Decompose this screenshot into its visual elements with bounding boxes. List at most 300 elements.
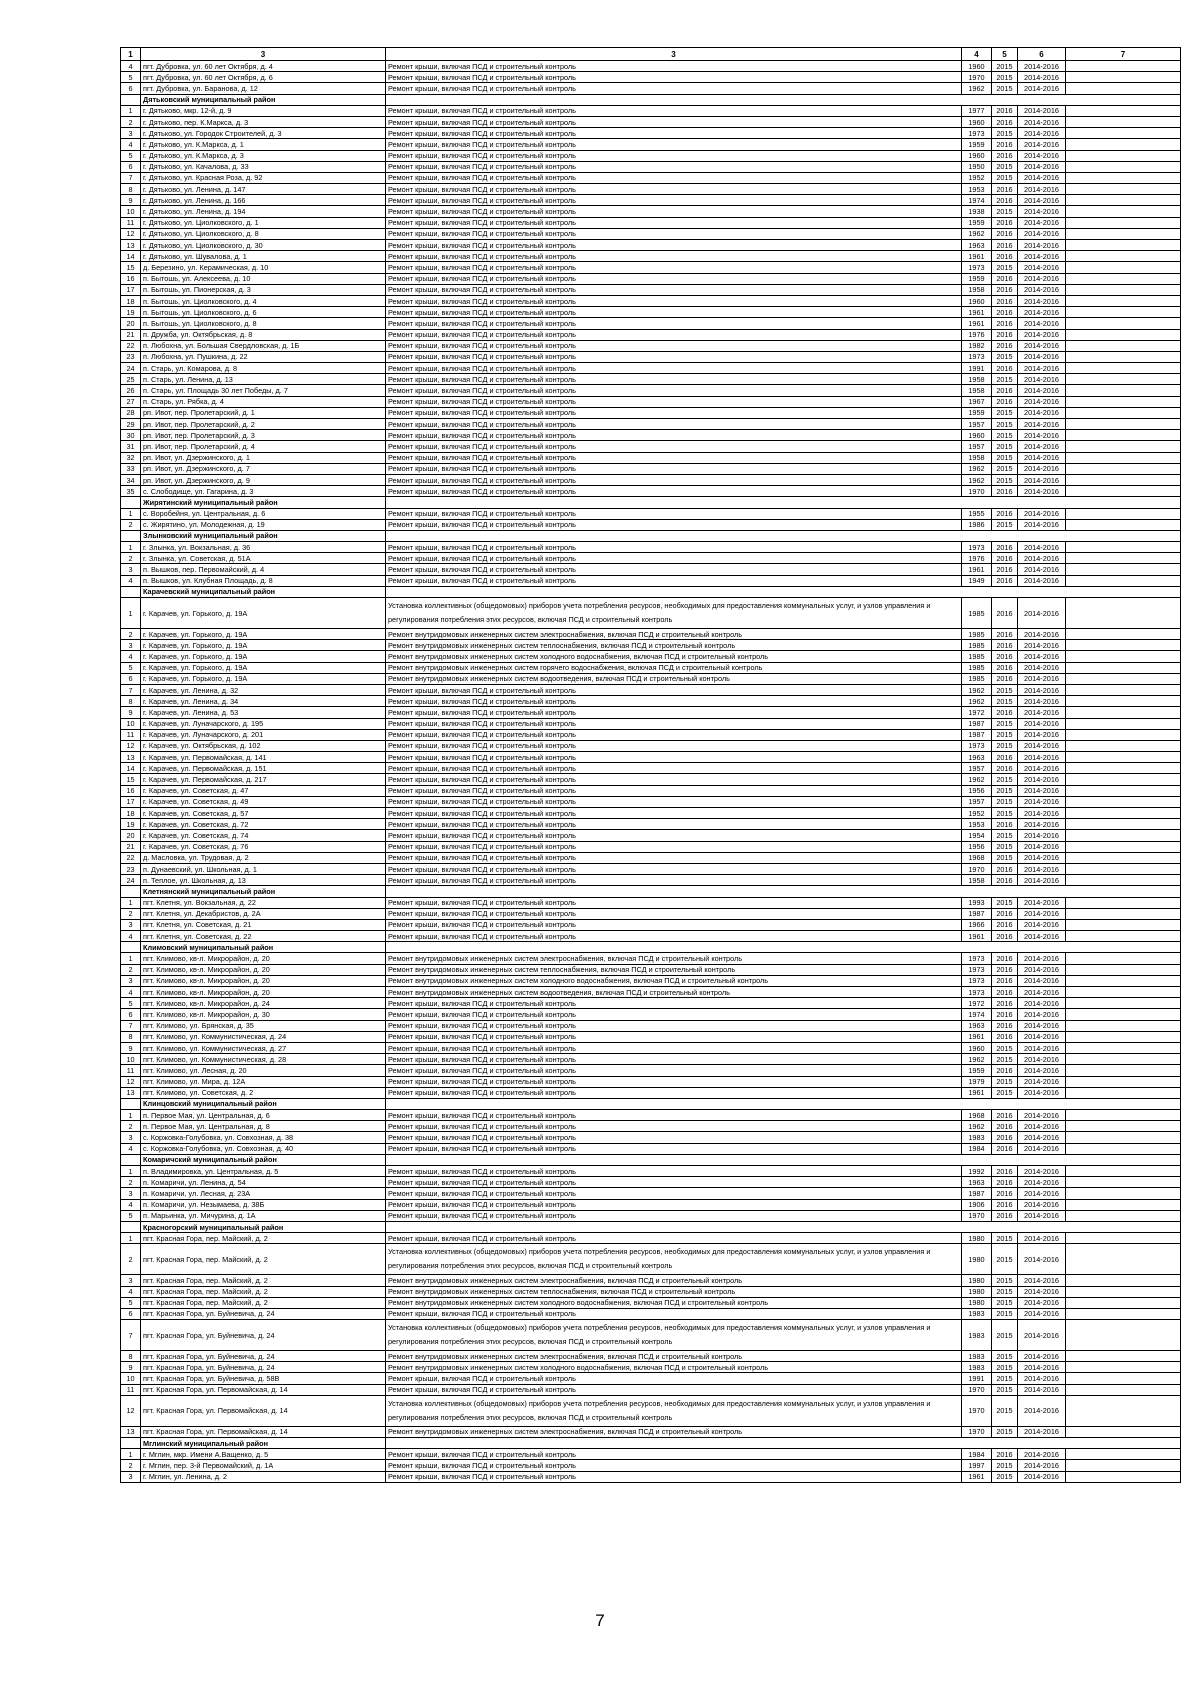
repair-year-cell: 2016 — [992, 217, 1018, 228]
district-empty-cell — [121, 1098, 141, 1109]
build-year-cell: 1984 — [962, 1143, 992, 1154]
col7-empty-cell — [1066, 385, 1181, 396]
row-number: 2 — [121, 1244, 141, 1275]
row-number: 18 — [121, 295, 141, 306]
col7-empty-cell — [1066, 83, 1181, 94]
row-number: 22 — [121, 340, 141, 351]
col7-empty-cell — [1066, 1031, 1181, 1042]
period-cell: 2014-2016 — [1018, 774, 1066, 785]
col7-empty-cell — [1066, 1395, 1181, 1426]
work-type-cell: Ремонт крыши, включая ПСД и строительный контроль — [386, 139, 962, 150]
row-number: 6 — [121, 83, 141, 94]
row-number: 4 — [121, 1199, 141, 1210]
build-year-cell: 1973 — [962, 740, 992, 751]
col7-empty-cell — [1066, 752, 1181, 763]
build-year-cell: 1956 — [962, 841, 992, 852]
build-year-cell: 1958 — [962, 284, 992, 295]
build-year-cell: 1983 — [962, 1351, 992, 1362]
col7-empty-cell — [1066, 240, 1181, 251]
repair-year-cell: 2016 — [992, 1121, 1018, 1132]
build-year-cell: 1959 — [962, 1065, 992, 1076]
address-cell: г. Карачев, ул. Луначарского, д. 201 — [141, 729, 386, 740]
repair-year-cell: 2016 — [992, 1132, 1018, 1143]
repair-year-cell: 2016 — [992, 1020, 1018, 1031]
period-cell: 2014-2016 — [1018, 1188, 1066, 1199]
period-cell: 2014-2016 — [1018, 964, 1066, 975]
work-type-cell: Ремонт крыши, включая ПСД и строительный контроль — [386, 519, 962, 530]
col7-empty-cell — [1066, 340, 1181, 351]
address-cell: п. Старь, ул. Ленина, д. 13 — [141, 374, 386, 385]
row-number: 4 — [121, 987, 141, 998]
row-number: 25 — [121, 374, 141, 385]
row-number: 19 — [121, 819, 141, 830]
work-type-cell: Ремонт крыши, включая ПСД и строительный контроль — [386, 841, 962, 852]
repair-year-cell: 2015 — [992, 718, 1018, 729]
work-type-cell: Ремонт крыши, включая ПСД и строительный контроль — [386, 217, 962, 228]
address-cell: п. Бытошь, ул. Алексеева, д. 10 — [141, 273, 386, 284]
table-row — [121, 1362, 1181, 1373]
repair-year-cell: 2016 — [992, 1009, 1018, 1020]
col7-empty-cell — [1066, 1244, 1181, 1275]
work-type-cell: Ремонт крыши, включая ПСД и строительный контроль — [386, 1020, 962, 1031]
col7-empty-cell — [1066, 139, 1181, 150]
period-cell: 2014-2016 — [1018, 463, 1066, 474]
build-year-cell: 1983 — [962, 1132, 992, 1143]
repair-year-cell: 2016 — [992, 508, 1018, 519]
build-year-cell: 1976 — [962, 553, 992, 564]
table-row — [121, 1426, 1181, 1437]
col7-empty-cell — [1066, 1233, 1181, 1244]
address-cell: пгт. Климово, кв-л. Микрорайон, д. 20 — [141, 975, 386, 986]
row-number: 3 — [121, 128, 141, 139]
row-number: 20 — [121, 830, 141, 841]
repair-year-cell: 2015 — [992, 1076, 1018, 1087]
row-number: 28 — [121, 407, 141, 418]
row-number: 6 — [121, 1009, 141, 1020]
address-cell: г. Карачев, ул. Горького, д. 19А — [141, 662, 386, 673]
table-row — [121, 1166, 1181, 1177]
repair-year-cell: 2016 — [992, 673, 1018, 684]
build-year-cell: 1970 — [962, 72, 992, 83]
row-number: 12 — [121, 228, 141, 239]
work-type-cell: Ремонт крыши, включая ПСД и строительный контроль — [386, 228, 962, 239]
col7-empty-cell — [1066, 329, 1181, 340]
build-year-cell: 1970 — [962, 1395, 992, 1426]
build-year-cell: 1987 — [962, 718, 992, 729]
build-year-cell: 1970 — [962, 1426, 992, 1437]
address-cell: г. Карачев, ул. Советская, д. 47 — [141, 785, 386, 796]
period-cell: 2014-2016 — [1018, 662, 1066, 673]
row-number: 1 — [121, 1233, 141, 1244]
col7-empty-cell — [1066, 61, 1181, 72]
row-number: 15 — [121, 262, 141, 273]
table-row — [121, 1199, 1181, 1210]
period-cell: 2014-2016 — [1018, 105, 1066, 116]
repair-year-cell: 2015 — [992, 740, 1018, 751]
district-empty-cell — [121, 586, 141, 597]
work-type-cell: Ремонт крыши, включая ПСД и строительный контроль — [386, 474, 962, 485]
table-row — [121, 564, 1181, 575]
col7-empty-cell — [1066, 1076, 1181, 1087]
table-row — [121, 684, 1181, 695]
table-row — [121, 1297, 1181, 1308]
table-row — [121, 452, 1181, 463]
period-cell: 2014-2016 — [1018, 1286, 1066, 1297]
period-cell: 2014-2016 — [1018, 385, 1066, 396]
table-row — [121, 329, 1181, 340]
work-type-cell: Ремонт внутридомовых инженерных систем теплоснабжения, включая ПСД и строительный контроль — [386, 964, 962, 975]
address-cell: пгт. Климово, ул. Коммунистическая, д. 24 — [141, 1031, 386, 1042]
col7-empty-cell — [1066, 763, 1181, 774]
table-row — [121, 351, 1181, 362]
work-type-cell: Ремонт крыши, включая ПСД и строительный контроль — [386, 72, 962, 83]
build-year-cell: 1957 — [962, 419, 992, 430]
table-row — [121, 407, 1181, 418]
work-type-cell: Ремонт крыши, включая ПСД и строительный контроль — [386, 774, 962, 785]
work-type-cell: Ремонт крыши, включая ПСД и строительный контроль — [386, 61, 962, 72]
col7-empty-cell — [1066, 474, 1181, 485]
col7-empty-cell — [1066, 1275, 1181, 1286]
col7-empty-cell — [1066, 374, 1181, 385]
period-cell: 2014-2016 — [1018, 1384, 1066, 1395]
row-number: 3 — [121, 975, 141, 986]
repair-year-cell: 2016 — [992, 385, 1018, 396]
col7-empty-cell — [1066, 1351, 1181, 1362]
row-number: 12 — [121, 1076, 141, 1087]
col7-empty-cell — [1066, 161, 1181, 172]
work-type-cell: Ремонт крыши, включая ПСД и строительный контроль — [386, 919, 962, 930]
build-year-cell: 1961 — [962, 564, 992, 575]
col7-empty-cell — [1066, 1449, 1181, 1460]
work-type-cell: Ремонт крыши, включая ПСД и строительный контроль — [386, 1460, 962, 1471]
work-type-cell: Ремонт крыши, включая ПСД и строительный контроль — [386, 575, 962, 586]
address-cell: пгт. Красная Гора, пер. Майский, д. 2 — [141, 1233, 386, 1244]
col7-empty-cell — [1066, 1308, 1181, 1319]
period-cell: 2014-2016 — [1018, 763, 1066, 774]
repair-year-cell: 2016 — [992, 975, 1018, 986]
address-cell: г. Карачев, ул. Луначарского, д. 195 — [141, 718, 386, 729]
period-cell: 2014-2016 — [1018, 1009, 1066, 1020]
work-type-cell: Ремонт крыши, включая ПСД и строительный контроль — [386, 1210, 962, 1221]
table-row — [121, 1449, 1181, 1460]
address-cell: пгт. Климово, ул. Коммунистическая, д. 27 — [141, 1042, 386, 1053]
address-cell: г. Мглин, ул. Ленина, д. 2 — [141, 1471, 386, 1482]
table-row — [121, 195, 1181, 206]
table-row — [121, 72, 1181, 83]
period-cell: 2014-2016 — [1018, 542, 1066, 553]
col7-empty-cell — [1066, 206, 1181, 217]
work-type-cell: Ремонт крыши, включая ПСД и строительный контроль — [386, 1373, 962, 1384]
header-col-1: 1 — [121, 48, 141, 61]
period-cell: 2014-2016 — [1018, 83, 1066, 94]
district-empty-cell — [121, 94, 141, 105]
period-cell: 2014-2016 — [1018, 1460, 1066, 1471]
work-type-cell: Ремонт крыши, включая ПСД и строительный контроль — [386, 430, 962, 441]
table-row — [121, 598, 1181, 629]
build-year-cell: 1961 — [962, 251, 992, 262]
table-row — [121, 262, 1181, 273]
address-cell: пгт. Красная Гора, пер. Майский, д. 2 — [141, 1244, 386, 1275]
build-year-cell: 1963 — [962, 1020, 992, 1031]
build-year-cell: 1970 — [962, 1384, 992, 1395]
address-cell: г. Карачев, ул. Советская, д. 57 — [141, 808, 386, 819]
row-number: 14 — [121, 251, 141, 262]
col7-empty-cell — [1066, 1020, 1181, 1031]
col7-empty-cell — [1066, 307, 1181, 318]
address-cell: пгт. Красная Гора, ул. Первомайская, д. 14 — [141, 1426, 386, 1437]
address-cell: пгт. Красная Гора, ул. Первомайская, д. 14 — [141, 1384, 386, 1395]
repair-year-cell: 2015 — [992, 1275, 1018, 1286]
address-cell: пгт. Климово, ул. Мира, д. 12А — [141, 1076, 386, 1087]
district-empty-cell — [386, 586, 1181, 597]
repair-year-cell: 2015 — [992, 128, 1018, 139]
work-type-cell: Ремонт крыши, включая ПСД и строительный контроль — [386, 1031, 962, 1042]
repair-year-cell: 2016 — [992, 307, 1018, 318]
repair-year-cell: 2015 — [992, 796, 1018, 807]
table-body — [121, 61, 1181, 1483]
build-year-cell: 1958 — [962, 452, 992, 463]
build-year-cell: 1973 — [962, 964, 992, 975]
table-row — [121, 964, 1181, 975]
period-cell: 2014-2016 — [1018, 407, 1066, 418]
table-row — [121, 273, 1181, 284]
col7-empty-cell — [1066, 441, 1181, 452]
period-cell: 2014-2016 — [1018, 830, 1066, 841]
row-number: 2 — [121, 1121, 141, 1132]
table-row — [121, 729, 1181, 740]
table-row — [121, 295, 1181, 306]
period-cell: 2014-2016 — [1018, 1244, 1066, 1275]
table-row — [121, 774, 1181, 785]
address-cell: пгт. Климово, ул. Коммунистическая, д. 28 — [141, 1054, 386, 1065]
row-number: 13 — [121, 752, 141, 763]
period-cell: 2014-2016 — [1018, 396, 1066, 407]
repair-year-cell: 2015 — [992, 785, 1018, 796]
col7-empty-cell — [1066, 363, 1181, 374]
period-cell: 2014-2016 — [1018, 307, 1066, 318]
period-cell: 2014-2016 — [1018, 752, 1066, 763]
col7-empty-cell — [1066, 430, 1181, 441]
period-cell: 2014-2016 — [1018, 841, 1066, 852]
table-row — [121, 1009, 1181, 1020]
work-type-cell: Ремонт крыши, включая ПСД и строительный контроль — [386, 329, 962, 340]
work-type-cell: Ремонт крыши, включая ПСД и строительный контроль — [386, 396, 962, 407]
repair-year-cell: 2015 — [992, 206, 1018, 217]
repair-year-cell: 2015 — [992, 1233, 1018, 1244]
col7-empty-cell — [1066, 1009, 1181, 1020]
district-name: Клинцовский муниципальный район — [141, 1098, 386, 1109]
period-cell: 2014-2016 — [1018, 919, 1066, 930]
col7-empty-cell — [1066, 1143, 1181, 1154]
repair-year-cell: 2016 — [992, 1177, 1018, 1188]
address-cell: п. Первое Мая, ул. Центральная, д. 6 — [141, 1110, 386, 1121]
build-year-cell: 1983 — [962, 1320, 992, 1351]
work-type-cell: Ремонт крыши, включая ПСД и строительный контроль — [386, 508, 962, 519]
address-cell: г. Карачев, ул. Горького, д. 19А — [141, 598, 386, 629]
col7-empty-cell — [1066, 975, 1181, 986]
address-cell: п. Первое Мая, ул. Центральная, д. 8 — [141, 1121, 386, 1132]
table-row — [121, 875, 1181, 886]
address-cell: г. Дятьково, ул. Циолковского, д. 1 — [141, 217, 386, 228]
work-type-cell: Ремонт внутридомовых инженерных систем теплоснабжения, включая ПСД и строительный контроль — [386, 1286, 962, 1297]
address-cell: г. Карачев, ул. Первомайская, д. 141 — [141, 752, 386, 763]
address-cell: п. Старь, ул. Рябка, д. 4 — [141, 396, 386, 407]
table-row — [121, 953, 1181, 964]
row-number: 5 — [121, 998, 141, 1009]
period-cell: 2014-2016 — [1018, 1177, 1066, 1188]
row-number: 12 — [121, 740, 141, 751]
build-year-cell: 1959 — [962, 217, 992, 228]
period-cell: 2014-2016 — [1018, 897, 1066, 908]
build-year-cell: 1960 — [962, 430, 992, 441]
repair-year-cell: 2015 — [992, 852, 1018, 863]
row-number: 32 — [121, 452, 141, 463]
col7-empty-cell — [1066, 1373, 1181, 1384]
row-number: 21 — [121, 841, 141, 852]
table-row — [121, 340, 1181, 351]
work-type-cell: Ремонт крыши, включая ПСД и строительный контроль — [386, 863, 962, 874]
row-number: 3 — [121, 1275, 141, 1286]
table-row — [121, 150, 1181, 161]
build-year-cell: 1987 — [962, 1188, 992, 1199]
row-number: 4 — [121, 61, 141, 72]
period-cell: 2014-2016 — [1018, 1054, 1066, 1065]
build-year-cell: 1963 — [962, 240, 992, 251]
address-cell: п. Владимировка, ул. Центральная, д. 5 — [141, 1166, 386, 1177]
work-type-cell: Ремонт крыши, включая ПСД и строительный контроль — [386, 1065, 962, 1076]
row-number: 2 — [121, 519, 141, 530]
row-number: 30 — [121, 430, 141, 441]
table-row — [121, 785, 1181, 796]
address-cell: пгт. Клетня, ул. Советская, д. 21 — [141, 919, 386, 930]
district-name: Злынковский муниципальный район — [141, 530, 386, 541]
row-number: 1 — [121, 1110, 141, 1121]
build-year-cell: 1984 — [962, 1449, 992, 1460]
table-header-row — [121, 48, 1181, 61]
build-year-cell: 1982 — [962, 340, 992, 351]
period-cell: 2014-2016 — [1018, 1275, 1066, 1286]
period-cell: 2014-2016 — [1018, 640, 1066, 651]
table-row — [121, 1320, 1181, 1351]
build-year-cell: 1960 — [962, 150, 992, 161]
col7-empty-cell — [1066, 1460, 1181, 1471]
build-year-cell: 1962 — [962, 1054, 992, 1065]
row-number: 2 — [121, 964, 141, 975]
period-cell: 2014-2016 — [1018, 72, 1066, 83]
repair-year-cell: 2016 — [992, 640, 1018, 651]
address-cell: г. Дятьково, ул. Городок Строителей, д. 3 — [141, 128, 386, 139]
district-name: Дятьковский муниципальный район — [141, 94, 386, 105]
row-number: 10 — [121, 718, 141, 729]
repair-program-table — [120, 47, 1181, 1483]
col7-empty-cell — [1066, 998, 1181, 1009]
build-year-cell: 1974 — [962, 195, 992, 206]
row-number: 11 — [121, 729, 141, 740]
col7-empty-cell — [1066, 1286, 1181, 1297]
work-type-cell: Ремонт крыши, включая ПСД и строительный контроль — [386, 908, 962, 919]
work-type-cell: Ремонт внутридомовых инженерных систем холодного водоснабжения, включая ПСД и строительный контроль — [386, 1297, 962, 1308]
period-cell: 2014-2016 — [1018, 1233, 1066, 1244]
work-type-cell: Ремонт крыши, включая ПСД и строительный контроль — [386, 1471, 962, 1482]
build-year-cell: 1960 — [962, 61, 992, 72]
build-year-cell: 1952 — [962, 172, 992, 183]
table-row — [121, 1395, 1181, 1426]
work-type-cell: Ремонт крыши, включая ПСД и строительный контроль — [386, 1042, 962, 1053]
build-year-cell: 1952 — [962, 808, 992, 819]
address-cell: пгт. Дубровка, ул. 60 лет Октября, д. 6 — [141, 72, 386, 83]
period-cell: 2014-2016 — [1018, 796, 1066, 807]
period-cell: 2014-2016 — [1018, 329, 1066, 340]
address-cell: г. Дятьково, пер. К.Маркса, д. 3 — [141, 116, 386, 127]
district-empty-cell — [386, 94, 1181, 105]
period-cell: 2014-2016 — [1018, 374, 1066, 385]
address-cell: п. Любохна, ул. Пушкина, д. 22 — [141, 351, 386, 362]
address-cell: д. Березино, ул. Керамическая, д. 10 — [141, 262, 386, 273]
table-row — [121, 1087, 1181, 1098]
district-name: Жирятинский муниципальный район — [141, 497, 386, 508]
table-row — [121, 640, 1181, 651]
row-number: 19 — [121, 307, 141, 318]
period-cell: 2014-2016 — [1018, 863, 1066, 874]
col7-empty-cell — [1066, 1384, 1181, 1395]
period-cell: 2014-2016 — [1018, 318, 1066, 329]
build-year-cell: 1980 — [962, 1286, 992, 1297]
col7-empty-cell — [1066, 1121, 1181, 1132]
work-type-cell: Ремонт крыши, включая ПСД и строительный контроль — [386, 542, 962, 553]
work-type-cell: Ремонт крыши, включая ПСД и строительный контроль — [386, 1177, 962, 1188]
repair-year-cell: 2015 — [992, 161, 1018, 172]
address-cell: пгт. Красная Гора, пер. Майский, д. 2 — [141, 1297, 386, 1308]
table-row — [121, 1275, 1181, 1286]
row-number: 5 — [121, 662, 141, 673]
row-number: 9 — [121, 1042, 141, 1053]
period-cell: 2014-2016 — [1018, 452, 1066, 463]
period-cell: 2014-2016 — [1018, 819, 1066, 830]
build-year-cell: 1983 — [962, 1308, 992, 1319]
build-year-cell: 1955 — [962, 508, 992, 519]
col7-empty-cell — [1066, 150, 1181, 161]
period-cell: 2014-2016 — [1018, 240, 1066, 251]
address-cell: пгт. Красная Гора, ул. Первомайская, д. 14 — [141, 1395, 386, 1426]
build-year-cell: 1985 — [962, 640, 992, 651]
work-type-cell: Ремонт крыши, включая ПСД и строительный контроль — [386, 161, 962, 172]
district-empty-cell — [121, 1154, 141, 1165]
address-cell: п. Марьинка, ул. Мичурина, д. 1А — [141, 1210, 386, 1221]
table-row — [121, 1471, 1181, 1482]
row-number: 5 — [121, 150, 141, 161]
col7-empty-cell — [1066, 262, 1181, 273]
address-cell: п. Старь, ул. Площадь 30 лет Победы, д. 7 — [141, 385, 386, 396]
repair-year-cell: 2016 — [992, 575, 1018, 586]
row-number: 13 — [121, 240, 141, 251]
address-cell: п. Бытошь, ул. Циолковского, д. 8 — [141, 318, 386, 329]
table-row — [121, 172, 1181, 183]
build-year-cell: 1973 — [962, 351, 992, 362]
address-cell: рп. Ивот, пер. Пролетарский, д. 3 — [141, 430, 386, 441]
district-header-row — [121, 1098, 1181, 1109]
row-number: 5 — [121, 1297, 141, 1308]
col7-empty-cell — [1066, 964, 1181, 975]
col7-empty-cell — [1066, 318, 1181, 329]
build-year-cell: 1985 — [962, 598, 992, 629]
build-year-cell: 1968 — [962, 1110, 992, 1121]
address-cell: п. Бытошь, ул. Циолковского, д. 4 — [141, 295, 386, 306]
address-cell: рп. Ивот, ул. Дзержинского, д. 1 — [141, 452, 386, 463]
row-number: 8 — [121, 184, 141, 195]
build-year-cell: 1953 — [962, 184, 992, 195]
work-type-cell: Установка коллективных (общедомовых) приборов учета потребления ресурсов, необходимых для предоставления коммунальных услуг, и узлов управления и регулирования потребления этих ресурсов, включая ПСД и строительный контроль — [386, 1395, 962, 1426]
table-row — [121, 1054, 1181, 1065]
